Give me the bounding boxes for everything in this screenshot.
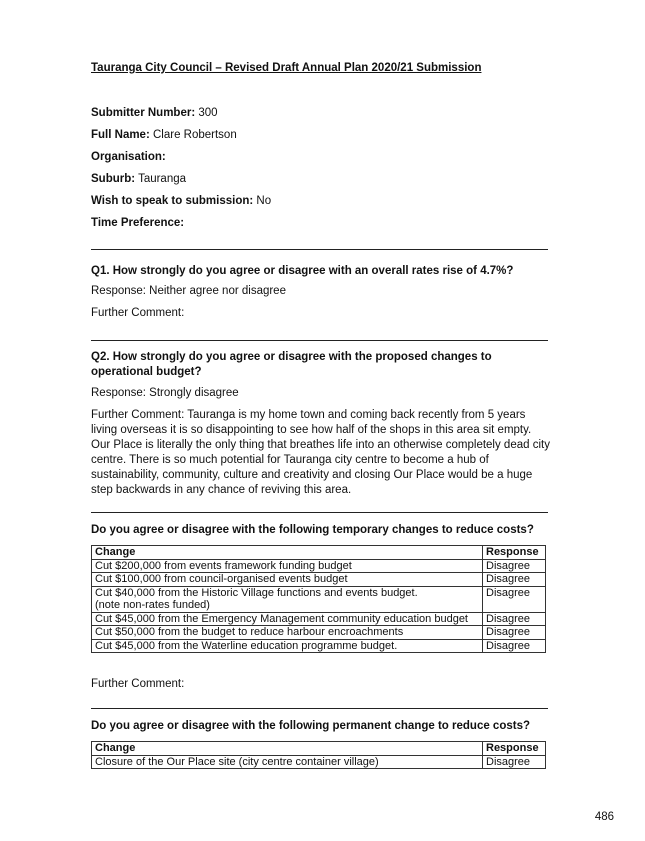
temporary-changes-table [91, 545, 546, 653]
suburb-label: Suburb: [91, 173, 136, 185]
full-name-label: Full Name: [91, 129, 150, 141]
response-cell: Disagree [483, 755, 546, 769]
response-cell: Disagree [483, 559, 546, 573]
speak-label: Wish to speak to submission: [91, 195, 254, 207]
response-cell: Disagree [483, 573, 546, 587]
table-row [92, 626, 546, 640]
speak-field [91, 195, 271, 207]
time-preference-label: Time Preference: [91, 217, 185, 229]
table-row [92, 573, 546, 587]
permanent-question: Do you agree or disagree with the following permanent change to reduce costs? [91, 720, 530, 732]
q1-question: Q1. How strongly do you agree or disagree with an overall rates rise of 4.7%? [91, 265, 514, 277]
q2-comment: Further Comment: Tauranga is my home town and coming back recently from 5 years living overseas it is so disappointing to see how half of the shops in this area sit empty. Our Place is literally the only thing that breathes life into an otherwise completely dead city centre. There is so much potential for Tauranga city centre to become a hub of sustainability, community, culture and creativity and closing Our Place would be a huge step backwards in any chance of reviving this area. [91, 409, 550, 496]
suburb-value: Tauranga [135, 173, 187, 185]
section-divider [91, 340, 548, 341]
time-preference-field [91, 217, 184, 229]
column-header-change: Change [92, 546, 483, 560]
full-name-value: Clare Robertson [149, 129, 237, 141]
section-divider [91, 708, 548, 709]
response-cell: Disagree [483, 612, 546, 626]
q2-response: Response: Strongly disagree [91, 387, 239, 399]
section-divider [91, 512, 548, 513]
change-cell: Cut $100,000 from council-organised events budget [92, 573, 483, 587]
temporary-comment: Further Comment: [91, 678, 185, 690]
q1-comment: Further Comment: [91, 307, 185, 319]
response-cell: Disagree [483, 639, 546, 653]
section-divider [91, 249, 548, 250]
submitter-number-label: Submitter Number: [91, 107, 196, 119]
submitter-number-field [91, 107, 218, 119]
q2-question: Q2. How strongly do you agree or disagree with the proposed changes to operational budget? [91, 351, 492, 378]
change-cell-note: (note non-rates funded) [95, 599, 210, 611]
table-row [92, 755, 546, 769]
column-header-response: Response [483, 546, 546, 560]
organisation-field [91, 151, 166, 163]
speak-value: No [253, 195, 272, 207]
temporary-question: Do you agree or disagree with the following temporary changes to reduce costs? [91, 524, 534, 536]
suburb-field [91, 173, 186, 185]
table-row [92, 559, 546, 573]
change-cell: Cut $45,000 from the Waterline education programme budget. [92, 639, 483, 653]
response-cell: Disagree [483, 586, 546, 612]
page-number: 486 [594, 811, 614, 823]
table-row [92, 586, 546, 612]
change-cell: Cut $50,000 from the budget to reduce harbour encroachments [92, 626, 483, 640]
permanent-change-table [91, 741, 546, 769]
document-title: Tauranga City Council – Revised Draft Annual Plan 2020/21 Submission [91, 62, 482, 74]
change-cell: Cut $45,000 from the Emergency Management community education budget [92, 612, 483, 626]
change-cell: Closure of the Our Place site (city centre container village) [92, 755, 483, 769]
change-cell-line: Cut $40,000 from the Historic Village functions and events budget. [95, 586, 418, 599]
change-cell [92, 586, 483, 612]
full-name-field [91, 129, 237, 141]
submitter-number-value: 300 [195, 107, 218, 119]
table-row [92, 639, 546, 653]
column-header-response: Response [483, 742, 546, 756]
q1-response: Response: Neither agree nor disagree [91, 285, 286, 297]
change-cell: Cut $200,000 from events framework funding budget [92, 559, 483, 573]
organisation-label: Organisation: [91, 151, 166, 163]
table-header-row [92, 742, 546, 756]
table-row [92, 612, 546, 626]
response-cell: Disagree [483, 626, 546, 640]
column-header-change: Change [92, 742, 483, 756]
table-header-row [92, 546, 546, 560]
